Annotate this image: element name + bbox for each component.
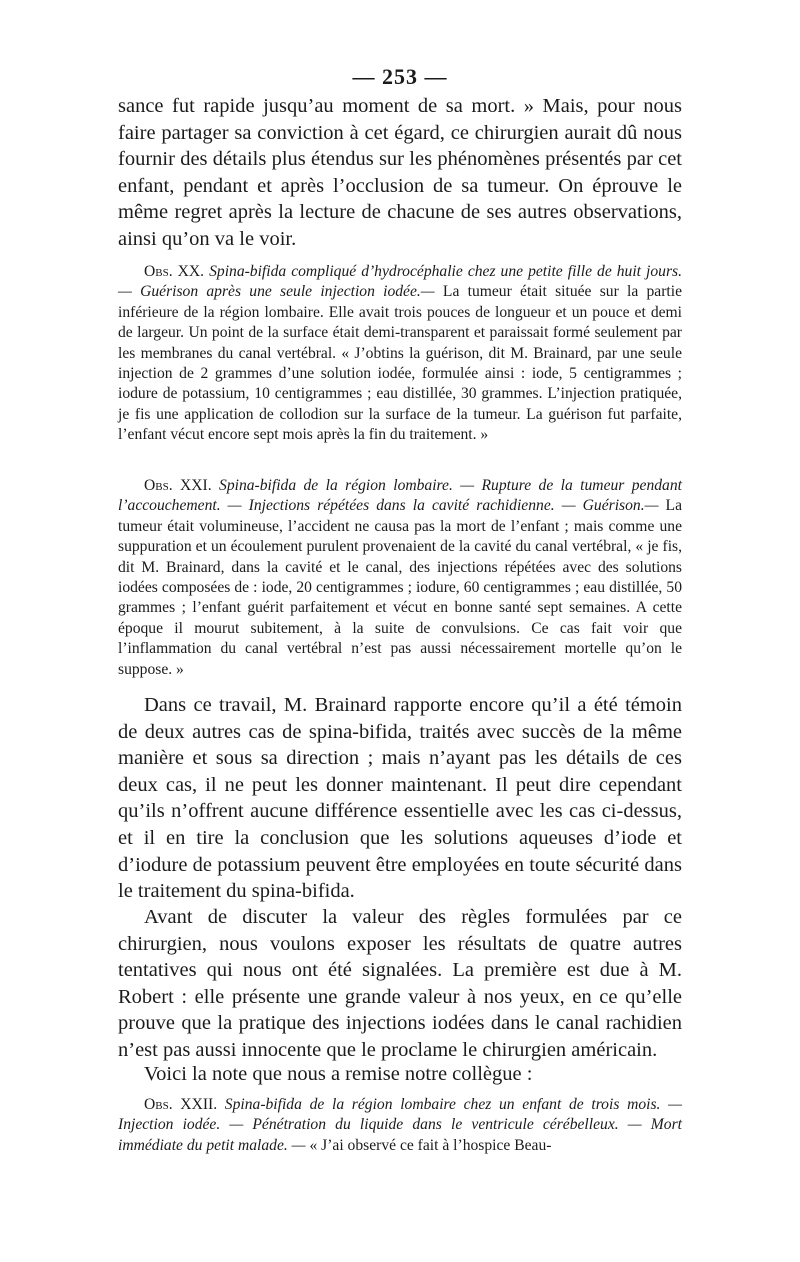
observation-number: Obs. XXI.: [144, 477, 212, 494]
observation-body: La tumeur était située sur la partie inférieure de la région lombaire. Elle avait trois pouces de longueur et un pouce et demi de largeur. Un point de la surface était demi-transparent et paraissait formé seulement par les membranes du canal vertébral. « J’obtins la guérison, dit M. Brainard, par une seule injection de 2 grammes d’une solution iodée, formulée ainsi : iode, 5 centigrammes ; iodure de potassium, 10 centigrammes ; eau distillée, 30 grammes. L’injection pratiquée, je fis une application de collodion sur la surface de la tumeur. La guérison fut parfaite, l’enfant vécut encore sept mois après la fin du traitement. »: [118, 283, 683, 444]
observation-title: Spina-bifida compliqué d’hydrocéphalie chez une petite fille de huit jours.— Guérison après une seule injection iodée.—: [118, 263, 682, 301]
observation-xxii: [118, 1095, 682, 1156]
page-number: — 253 —: [352, 64, 448, 89]
observation-title: Spina-bifida de la région lombaire chez un enfant de trois mois. — Injection iodée. — Pénétration du liquide dans le ventricule cérébelleux. — Mort immédiate du petit malade. —: [118, 1096, 682, 1154]
paragraph-opening: [118, 93, 682, 253]
paragraph-brainard: [118, 692, 682, 905]
paragraph-text: sance fut rapide jusqu’au moment de sa mort. » Mais, pour nous faire partager sa conviction à cet égard, ce chirurgien aurait dû nous fournir des détails plus étendus sur les phénomènes présentés par cet enfant, pendant et après l’occlusion de sa tumeur. On éprouve le même regret après la lecture de chacune de ses autres observations, ainsi qu’on va le voir.: [118, 95, 682, 250]
observation-xxi: [118, 476, 682, 680]
paragraph-text: Voici la note que nous a remise notre collègue :: [144, 1063, 533, 1085]
paragraph-note: [118, 1061, 682, 1088]
observation-body: « J’ai observé ce fait à l’hospice Beau-: [309, 1136, 552, 1154]
paragraph-text: Dans ce travail, M. Brainard rapporte encore qu’il a été témoin de deux autres cas de spina-bifida, traités avec succès de la même manière et sous sa direction ; mais n’ayant pas les détails de ces deux cas, il ne peut les donner maintenant. Il peut dire cependant qu’ils n’offrent aucune différence essentielle avec les cas ci-dessus, et il en tire la conclusion que les solutions aqueuses d’iode et d’iodure de potassium peuvent être employées en toute sécurité dans le traitement du spina-bifida.: [118, 694, 682, 903]
paragraph-text: Avant de discuter la valeur des règles formulées par ce chirurgien, nous voulons exposer les résultats de quatre autres tentatives qui nous ont été signalées. La première est due à M. Robert : elle présente une grande valeur à nos yeux, en ce qu’elle prouve que la pratique des injections iodées dans le canal rachidien n’est pas aussi innocente que le proclame le chirurgien américain.: [118, 906, 682, 1061]
observation-body: La tumeur était volumineuse, l’accident ne causa pas la mort de l’enfant ; mais comme une suppuration et un écoulement purulent provenaient de la cavité du canal vertébral, « je fis, dit M. Brainard, dans la cavité et le canal, des injections répétées avec des solutions iodées composées de : iode, 20 centigrammes ; iodure, 60 centigrammes ; eau distillée, 50 grammes ; l’enfant guérit parfaitement et vécut en bonne santé sept semaines. A cette époque il mourut subitement, à la suite de convulsions. Ce cas fait voir que l’inflammation du canal vertébral n’est pas aussi nécessairement mortelle qu’on le suppose. »: [118, 497, 682, 678]
observation-number: Obs. XXII.: [144, 1096, 218, 1113]
observation-number: Obs. XX.: [144, 263, 205, 280]
paragraph-tentatives: [118, 904, 682, 1064]
observation-xx: [118, 262, 682, 446]
observation-title: Spina-bifida de la région lombaire. — Rupture de la tumeur pendant l’accouchement. — Injections répétées dans la cavité rachidienne. — Guérison.—: [118, 477, 682, 515]
